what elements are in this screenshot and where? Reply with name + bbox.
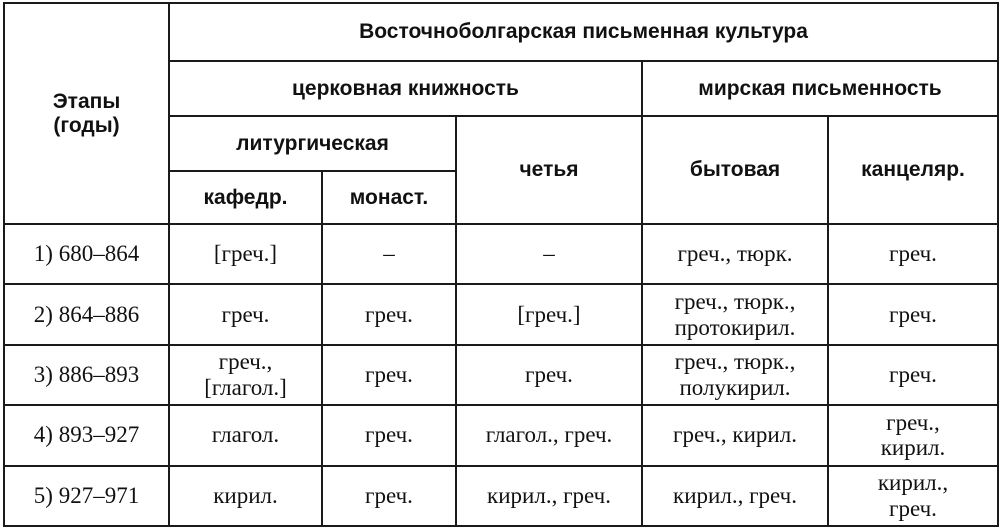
cell-kafedr — [169, 466, 322, 526]
cell-text: греч. — [525, 362, 573, 388]
cell-text: 1) 680–864 — [33, 241, 140, 267]
header-secular: мирская письменность — [642, 61, 998, 116]
cell-text: греч. — [365, 482, 413, 508]
cell-chetya — [456, 345, 642, 405]
cell-bytovaya — [642, 284, 828, 344]
cell-chetya — [456, 466, 642, 526]
cell-text: греч., кирил. — [673, 422, 797, 448]
cell-bytovaya — [642, 224, 828, 284]
cell-stage — [4, 466, 169, 526]
cell-text: греч. — [365, 301, 413, 327]
header-church: церковная книжность — [169, 61, 642, 116]
cell-chetya — [456, 284, 642, 344]
cell-text: протокирил. — [674, 314, 796, 340]
cell-text: кирил., — [877, 470, 949, 496]
cell-text: – — [543, 241, 555, 267]
cell-text: 5) 927–971 — [33, 482, 140, 508]
cell-text: глагол., греч. — [485, 422, 613, 448]
cell-stage — [4, 405, 169, 465]
cell-text: греч. — [889, 495, 937, 521]
cell-text: 3) 886–893 — [33, 362, 140, 388]
table-row — [4, 345, 998, 405]
table-row — [4, 466, 998, 526]
cell-text: греч. — [221, 301, 270, 327]
header-bytovaya: бытовая — [642, 116, 828, 224]
cell-monast — [322, 405, 456, 465]
cell-text: кирил. — [880, 435, 946, 461]
header-chetya: четья — [456, 116, 642, 224]
cell-text: [греч.] — [213, 241, 278, 267]
cell-bytovaya — [642, 405, 828, 465]
table-row — [4, 284, 998, 344]
table-row — [4, 405, 998, 465]
cell-chetya — [456, 405, 642, 465]
cell-monast — [322, 284, 456, 344]
header-kafedr: кафедр. — [169, 171, 322, 224]
cell-kafedr — [169, 405, 322, 465]
table-row — [4, 224, 998, 284]
header-kancelyar: канцеляр. — [828, 116, 998, 224]
cell-text: греч., тюрк., — [674, 349, 796, 375]
cell-text: греч., — [886, 409, 940, 435]
cell-text: греч., тюрк., — [674, 288, 796, 314]
header-stages-line2: (годы) — [53, 113, 120, 137]
cell-text: греч., тюрк. — [677, 241, 793, 267]
cell-kancelyar — [828, 405, 998, 465]
header-monast: монаст. — [322, 171, 456, 224]
cell-monast — [322, 466, 456, 526]
cell-kancelyar — [828, 224, 998, 284]
cell-stage — [4, 284, 169, 344]
cell-text: 2) 864–886 — [33, 301, 140, 327]
cell-text: [глагол.] — [204, 374, 287, 400]
cell-kancelyar — [828, 284, 998, 344]
header-row-1 — [4, 3, 998, 61]
cell-kafedr — [169, 345, 322, 405]
cell-text: 4) 893–927 — [33, 422, 140, 448]
cell-chetya — [456, 224, 642, 284]
header-stages-line1: Этапы — [52, 89, 121, 113]
cell-bytovaya — [642, 345, 828, 405]
cell-kancelyar — [828, 466, 998, 526]
cell-monast — [322, 345, 456, 405]
cell-kafedr — [169, 224, 322, 284]
cell-text: греч. — [889, 362, 937, 388]
cell-kafedr — [169, 284, 322, 344]
cell-text: греч. — [365, 362, 413, 388]
cell-text: греч. — [889, 301, 937, 327]
cell-text: кирил., греч. — [673, 482, 797, 508]
cell-monast — [322, 224, 456, 284]
cell-text: глагол. — [211, 422, 280, 448]
cell-text: греч., — [218, 349, 273, 375]
cell-bytovaya — [642, 466, 828, 526]
cell-stage — [4, 224, 169, 284]
writing-culture-table — [3, 2, 999, 527]
table-body — [4, 224, 998, 526]
cell-text: кирил. — [213, 482, 278, 508]
cell-text: греч. — [365, 422, 413, 448]
header-culture: Восточноболгарская письменная культура — [169, 3, 998, 61]
cell-text: полукирил. — [679, 374, 791, 400]
cell-text: кирил., греч. — [487, 482, 611, 508]
cell-kancelyar — [828, 345, 998, 405]
cell-text: – — [383, 241, 395, 267]
cell-text: греч. — [889, 241, 937, 267]
header-liturgical: литургическая — [169, 116, 456, 171]
cell-text: [греч.] — [517, 301, 581, 327]
header-stages — [4, 3, 169, 224]
cell-stage — [4, 345, 169, 405]
